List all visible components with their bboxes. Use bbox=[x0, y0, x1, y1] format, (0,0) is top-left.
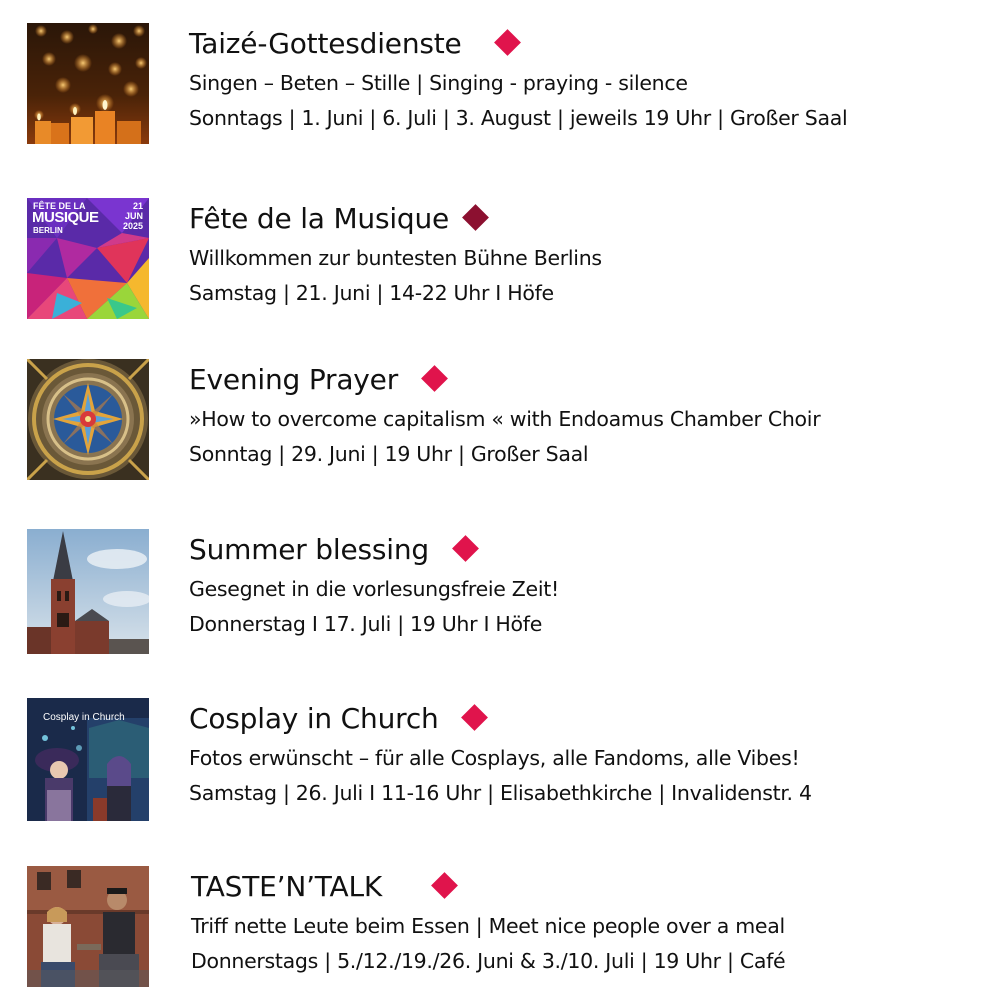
event-title-text: Summer blessing bbox=[189, 533, 429, 566]
event-title-text: Evening Prayer bbox=[189, 363, 399, 396]
event-fete-de-la-musique bbox=[0, 198, 1000, 328]
event-title-text: TASTE’N’TALK bbox=[191, 870, 383, 903]
event-description: Fotos erwünscht – für alle Cosplays, alle Fandoms, alle Vibes! bbox=[189, 746, 800, 770]
event-description: Gesegnet in die vorlesungsfreie Zeit! bbox=[189, 577, 559, 601]
diamond-icon bbox=[452, 535, 479, 562]
event-cosplay-in-church bbox=[0, 698, 1000, 828]
fete-logo-line2: MUSIQUE bbox=[32, 209, 99, 226]
fete-logo-line3: BERLIN bbox=[33, 226, 63, 235]
diamond-icon bbox=[494, 29, 521, 56]
diamond-icon bbox=[461, 704, 488, 731]
event-summer-blessing bbox=[0, 529, 1000, 659]
diamond-icon bbox=[431, 872, 458, 899]
mosaic-image bbox=[27, 359, 149, 480]
event-title bbox=[189, 200, 485, 237]
event-schedule: Donnerstag I 17. Juli | 19 Uhr I Höfe bbox=[189, 612, 543, 636]
event-taize bbox=[0, 23, 1000, 153]
event-schedule: Sonntag | 29. Juni | 19 Uhr | Großer Saal bbox=[189, 442, 589, 466]
fete-date-month: JUN bbox=[124, 211, 143, 221]
event-title bbox=[189, 700, 484, 737]
event-title bbox=[189, 25, 517, 62]
event-title-text: Cosplay in Church bbox=[189, 702, 439, 735]
church-tower-image bbox=[27, 529, 149, 654]
event-evening-prayer bbox=[0, 359, 1000, 489]
event-schedule: Sonntags | 1. Juni | 6. Juli | 3. August | jeweils 19 Uhr | Großer Saal bbox=[189, 106, 848, 130]
diamond-icon bbox=[462, 204, 489, 231]
fete-logo-line1: FÊTE DE LA bbox=[33, 201, 86, 211]
cosplay-image-title: Cosplay in Church bbox=[43, 712, 125, 723]
event-title bbox=[189, 531, 475, 568]
event-schedule: Samstag | 21. Juni | 14-22 Uhr I Höfe bbox=[189, 281, 554, 305]
event-title bbox=[189, 361, 444, 398]
people-talking-image bbox=[27, 866, 149, 987]
cosplay-image bbox=[27, 698, 149, 821]
diamond-icon bbox=[421, 365, 448, 392]
candles-image bbox=[27, 23, 149, 144]
event-description: Triff nette Leute beim Essen | Meet nice people over a meal bbox=[191, 914, 785, 938]
event-description: Willkommen zur buntesten Bühne Berlins bbox=[189, 246, 602, 270]
event-title bbox=[191, 868, 454, 905]
fete-de-la-musique-image bbox=[27, 198, 149, 319]
fete-date-year: 2025 bbox=[122, 221, 143, 231]
event-taste-n-talk bbox=[0, 866, 1000, 996]
event-description: »How to overcome capitalism « with Endoamus Chamber Choir bbox=[189, 407, 821, 431]
event-schedule: Donnerstags | 5./12./19./26. Juni & 3./10. Juli | 19 Uhr | Café bbox=[191, 949, 786, 973]
event-description: Singen – Beten – Stille | Singing - praying - silence bbox=[189, 71, 688, 95]
event-schedule: Samstag | 26. Juli I 11-16 Uhr | Elisabethkirche | Invalidenstr. 4 bbox=[189, 781, 812, 805]
event-title-text: Fête de la Musique bbox=[189, 202, 450, 235]
event-title-text: Taizé-Gottesdienste bbox=[189, 27, 462, 60]
fete-date-day: 21 bbox=[132, 201, 143, 211]
